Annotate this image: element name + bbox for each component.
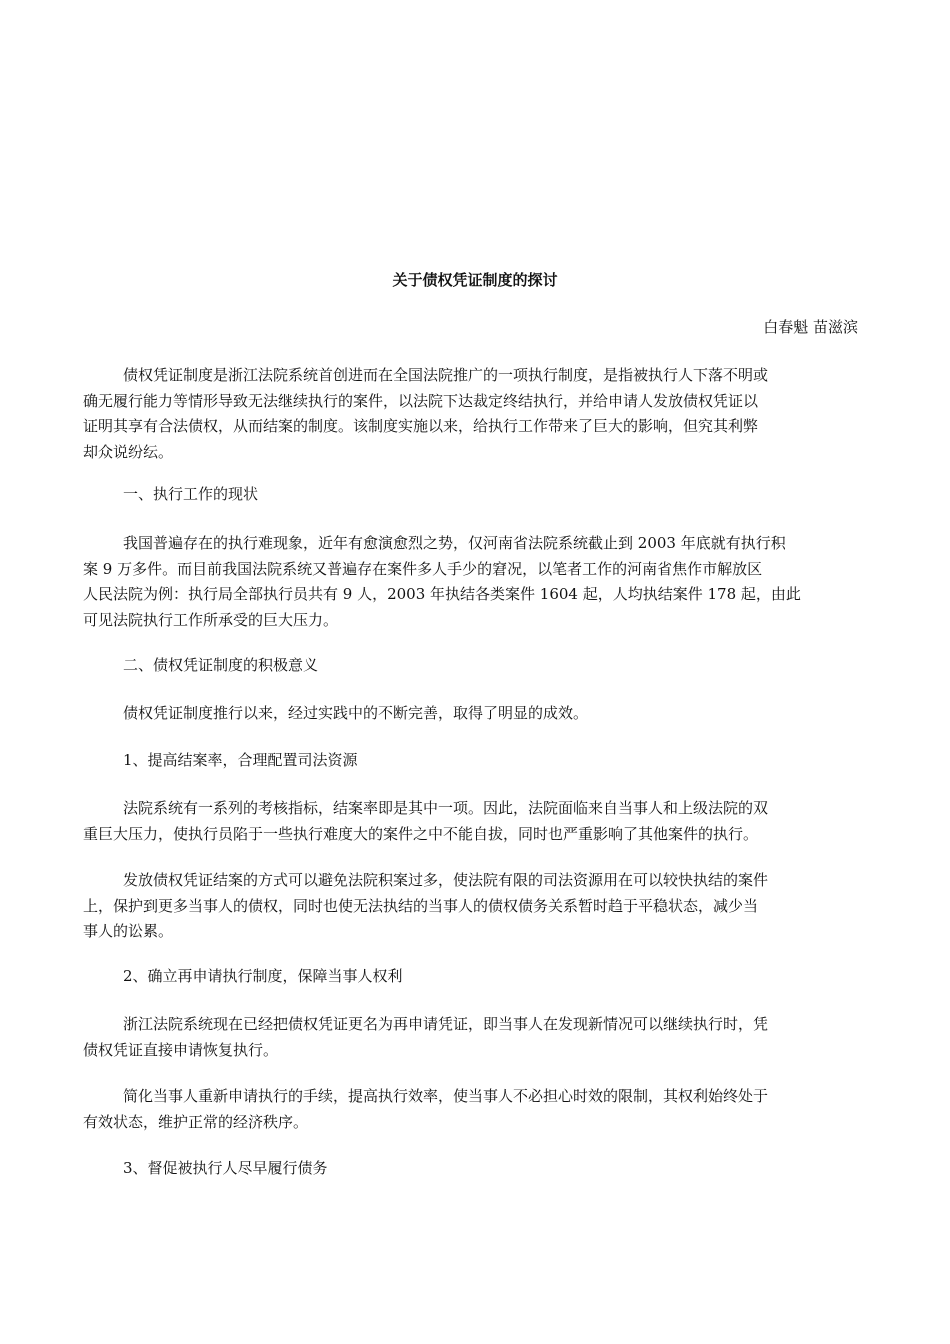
paragraph-line: 可见法院执行工作所承受的巨大压力。: [83, 610, 339, 629]
subsection-heading-text: 3、督促被执行人尽早履行债务: [123, 1159, 328, 1177]
subsection-heading-text: 2、确立再申请执行制度，保障当事人权利: [123, 967, 403, 985]
paragraph-closure-rate: [83, 796, 863, 847]
subsection-heading-text: 1、提高结案率，合理配置司法资源: [123, 751, 358, 769]
paragraph-efficiency: [83, 1084, 863, 1135]
section-heading-text: 二、债权凭证制度的积极意义: [123, 656, 319, 674]
paragraph-line: 债权凭证制度是浙江法院系统首创进而在全国法院推广的一项执行制度，是指被执行人下落不明或: [123, 366, 769, 384]
paragraph-line: 债权凭证制度推行以来，经过实践中的不断完善，取得了明显的成效。: [123, 704, 589, 722]
paragraph-line: 事人的讼累。: [83, 922, 174, 940]
section-heading-text: 一、执行工作的现状: [123, 485, 259, 503]
paragraph-significance: [83, 701, 863, 727]
document-title: 关于债权凭证制度的探讨: [392, 271, 558, 289]
paragraph-line: 法院系统有一系列的考核指标，结案率即是其中一项。因此，法院面临来自当事人和上级法院的双: [123, 799, 769, 817]
paragraph-line: 发放债权凭证结案的方式可以避免法院积案过多，使法院有限的司法资源用在可以较快执结的案件: [123, 871, 769, 889]
paragraph-line: 浙江法院系统现在已经把债权凭证更名为再申请凭证，即当事人在发现新情况可以继续执行时，凭: [123, 1015, 769, 1033]
paragraph-line: 上，保护到更多当事人的债权，同时也使无法执结的当事人的债权债务关系暂时趋于平稳状态，减少当: [83, 896, 759, 915]
paragraph-line: 我国普遍存在的执行难现象，近年有愈演愈烈之势，仅河南省法院系统截止到 2003 年底就有执行积: [123, 534, 786, 552]
paragraph-line: 确无履行能力等情形导致无法继续执行的案件，以法院下达裁定终结执行，并给申请人发放债权凭证以: [83, 391, 759, 410]
paragraph-resources: [83, 868, 863, 945]
paragraph-line: 重巨大压力，使执行员陷于一些执行难度大的案件之中不能自拔，同时也严重影响了其他案件的执行。: [83, 824, 759, 843]
document-authors: 白春魁 苗滋滨: [763, 318, 858, 336]
paragraph-line: 却众说纷纭。: [83, 442, 174, 461]
paragraph-line: 债权凭证直接申请恢复执行。: [83, 1040, 279, 1059]
subsection-heading: [83, 748, 863, 774]
section-heading: [83, 482, 863, 508]
paragraph-reapply: [83, 1012, 863, 1063]
paragraph-status: [83, 531, 863, 633]
paragraph-line: 证明其享有合法债权，从而结案的制度。该制度实施以来，给执行工作带来了巨大的影响，但究其利弊: [83, 417, 759, 435]
subsection-heading: [83, 1156, 863, 1182]
paragraph-line: 有效状态，维护正常的经济秩序。: [83, 1112, 309, 1131]
section-heading: [83, 653, 863, 679]
paragraph-line: 简化当事人重新申请执行的手续，提高执行效率，使当事人不必担心时效的限制，其权利始终处于: [123, 1087, 769, 1105]
paragraph-line: 人民法院为例：执行局全部执行员共有 9 人，2003 年执结各类案件 1604 起，人均执结案件 178 起，由此: [83, 585, 801, 603]
subsection-heading: [83, 964, 863, 990]
paragraph-line: 案 9 万多件。而目前我国法院系统又普遍存在案件多人手少的窘况，以笔者工作的河南省焦作市解放区: [83, 559, 763, 578]
paragraph-intro: [83, 363, 863, 465]
